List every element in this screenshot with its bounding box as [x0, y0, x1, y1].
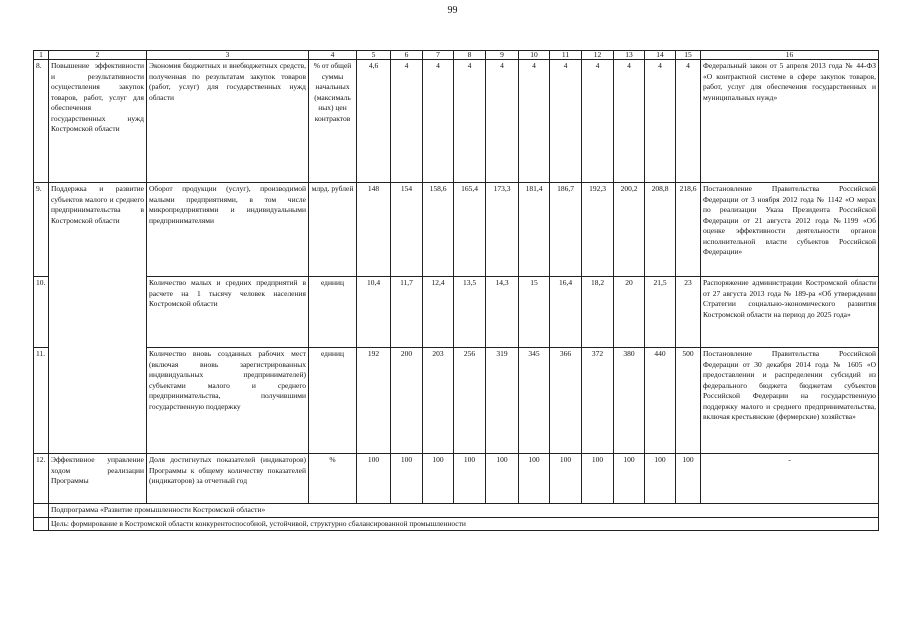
- value-cell: 20: [614, 277, 645, 348]
- unit-cell: %: [309, 454, 357, 504]
- source-cell: Постановление Правительства Российской Федерации от 3 ноября 2012 года № 1142 «О мерах по реализации Указа Президента Российской Федерации от 21 августа 2012 года №1199 «Об оценке эффективности деятельности органов исполнительной власти субъектов Российской Федерации»: [701, 183, 879, 277]
- value-cell: 500: [676, 348, 701, 454]
- value-cell: 165,4: [454, 183, 486, 277]
- source-cell: -: [701, 454, 879, 504]
- header-cell: 16: [701, 51, 879, 60]
- value-cell: 100: [486, 454, 519, 504]
- value-cell: 100: [391, 454, 423, 504]
- value-cell: 173,3: [486, 183, 519, 277]
- value-cell: 372: [582, 348, 614, 454]
- table-row: [34, 348, 879, 454]
- unit-cell: единиц: [309, 277, 357, 348]
- goal-cell: Повышение эффективности и результативности осуществления закупок товаров, работ, услуг для обеспечения государственных нужд Костромской области: [49, 60, 147, 183]
- unit-cell: млрд. рублей: [309, 183, 357, 277]
- value-cell: 10,4: [357, 277, 391, 348]
- value-cell: 200: [391, 348, 423, 454]
- value-cell: 100: [645, 454, 676, 504]
- value-cell: 100: [582, 454, 614, 504]
- value-cell: 380: [614, 348, 645, 454]
- value-cell: 21,5: [645, 277, 676, 348]
- value-cell: 319: [486, 348, 519, 454]
- source-cell: Постановление Правительства Российской Федерации от 30 декабря 2014 года № 1605 «О предоставлении и распределении субсидий из федерального бюджета бюджетам субъектов Российской Федерации на государственную поддержку малого и среднего предпринимательства, включая крестьянские (фермерские) хозяйства»: [701, 348, 879, 454]
- value-cell: 4: [454, 60, 486, 183]
- table-row: [34, 183, 879, 277]
- header-cell: 11: [550, 51, 582, 60]
- source-cell: Распоряжение администрации Костромской области от 27 августа 2013 года № 189-ра «Об утверждении Стратегии социально-экономического развития Костромской области на период до 2025 года»: [701, 277, 879, 348]
- subprogram-row: [34, 504, 879, 518]
- header-row: [34, 51, 879, 60]
- value-cell: 100: [550, 454, 582, 504]
- goal-cell: Эффективное управление ходом реализации Программы: [49, 454, 147, 504]
- row-number: 12.: [34, 454, 49, 504]
- value-cell: 100: [519, 454, 550, 504]
- header-cell: 9: [486, 51, 519, 60]
- value-cell: 203: [423, 348, 454, 454]
- goal-row: [34, 517, 879, 531]
- header-cell: 7: [423, 51, 454, 60]
- value-cell: 23: [676, 277, 701, 348]
- value-cell: 12,4: [423, 277, 454, 348]
- header-cell: 10: [519, 51, 550, 60]
- value-cell: 15: [519, 277, 550, 348]
- header-cell: 15: [676, 51, 701, 60]
- value-cell: 192,3: [582, 183, 614, 277]
- value-cell: 4,6: [357, 60, 391, 183]
- value-cell: 192: [357, 348, 391, 454]
- value-cell: 13,5: [454, 277, 486, 348]
- goal-cell: Поддержка и развитие субъектов малого и среднего предпринимательства в Костромской области: [49, 183, 147, 454]
- value-cell: 256: [454, 348, 486, 454]
- value-cell: 4: [550, 60, 582, 183]
- value-cell: 18,2: [582, 277, 614, 348]
- value-cell: 158,6: [423, 183, 454, 277]
- value-cell: 4: [645, 60, 676, 183]
- value-cell: 16,4: [550, 277, 582, 348]
- header-cell: 5: [357, 51, 391, 60]
- value-cell: 4: [486, 60, 519, 183]
- page-number: 99: [447, 5, 458, 16]
- value-cell: 11,7: [391, 277, 423, 348]
- table-row: [34, 277, 879, 348]
- value-cell: 100: [357, 454, 391, 504]
- value-cell: 4: [676, 60, 701, 183]
- value-cell: 208,8: [645, 183, 676, 277]
- header-cell: 8: [454, 51, 486, 60]
- value-cell: 4: [391, 60, 423, 183]
- indicator-cell: Экономия бюджетных и внебюджетных средств, полученная по результатам закупок товаров (работ, услуг) для государственных нужд области: [147, 60, 309, 183]
- value-cell: 100: [676, 454, 701, 504]
- value-cell: 148: [357, 183, 391, 277]
- indicator-cell: Доля достигнутых показателей (индикаторов) Программы к общему количеству показателей (индикаторов) за отчетный год: [147, 454, 309, 504]
- indicators-table: [33, 50, 879, 531]
- row-number: 10.: [34, 277, 49, 348]
- value-cell: 345: [519, 348, 550, 454]
- row-number: 9.: [34, 183, 49, 277]
- value-cell: 100: [423, 454, 454, 504]
- header-cell: 2: [49, 51, 147, 60]
- row-number: 11.: [34, 348, 49, 454]
- header-cell: 12: [582, 51, 614, 60]
- value-cell: 186,7: [550, 183, 582, 277]
- indicator-cell: Количество вновь созданных рабочих мест (включая вновь зарегистрированных индивидуальных предпринимателей) субъектами малого и среднего предпринимательства, получившими государственную поддержку: [147, 348, 309, 454]
- value-cell: 4: [423, 60, 454, 183]
- value-cell: 4: [582, 60, 614, 183]
- subprogram-goal: Цель: формирование в Костромской области конкурентоспособной, устойчивой, структурно сбалансированной промышленности: [49, 517, 879, 531]
- header-cell: 4: [309, 51, 357, 60]
- header-cell: 6: [391, 51, 423, 60]
- header-cell: 1: [34, 51, 49, 60]
- header-cell: 14: [645, 51, 676, 60]
- value-cell: 440: [645, 348, 676, 454]
- header-cell: 3: [147, 51, 309, 60]
- unit-cell: % от общей суммы начальных (максималь ных) цен контрактов: [309, 60, 357, 183]
- value-cell: 4: [614, 60, 645, 183]
- value-cell: 4: [519, 60, 550, 183]
- value-cell: 366: [550, 348, 582, 454]
- value-cell: 218,6: [676, 183, 701, 277]
- value-cell: 14,3: [486, 277, 519, 348]
- indicator-cell: Количество малых и средних предприятий в расчете на 1 тысячу человек населения Костромской области: [147, 277, 309, 348]
- header-cell: 13: [614, 51, 645, 60]
- value-cell: 200,2: [614, 183, 645, 277]
- subprogram-title: Подпрограмма «Развитие промышленности Костромской области»: [49, 504, 879, 518]
- value-cell: 181,4: [519, 183, 550, 277]
- value-cell: 100: [454, 454, 486, 504]
- table-row: [34, 454, 879, 504]
- value-cell: 154: [391, 183, 423, 277]
- row-number: 8.: [34, 60, 49, 183]
- unit-cell: единиц: [309, 348, 357, 454]
- source-cell: Федеральный закон от 5 апреля 2013 года № 44-ФЗ «О контрактной системе в сфере закупок товаров, работ, услуг для обеспечения государственных и муниципальных нужд»: [701, 60, 879, 183]
- table-row: [34, 60, 879, 183]
- indicator-cell: Оборот продукции (услуг), производимой малыми предприятиями, в том числе микропредприятиями и индивидуальными предпринимателями: [147, 183, 309, 277]
- value-cell: 100: [614, 454, 645, 504]
